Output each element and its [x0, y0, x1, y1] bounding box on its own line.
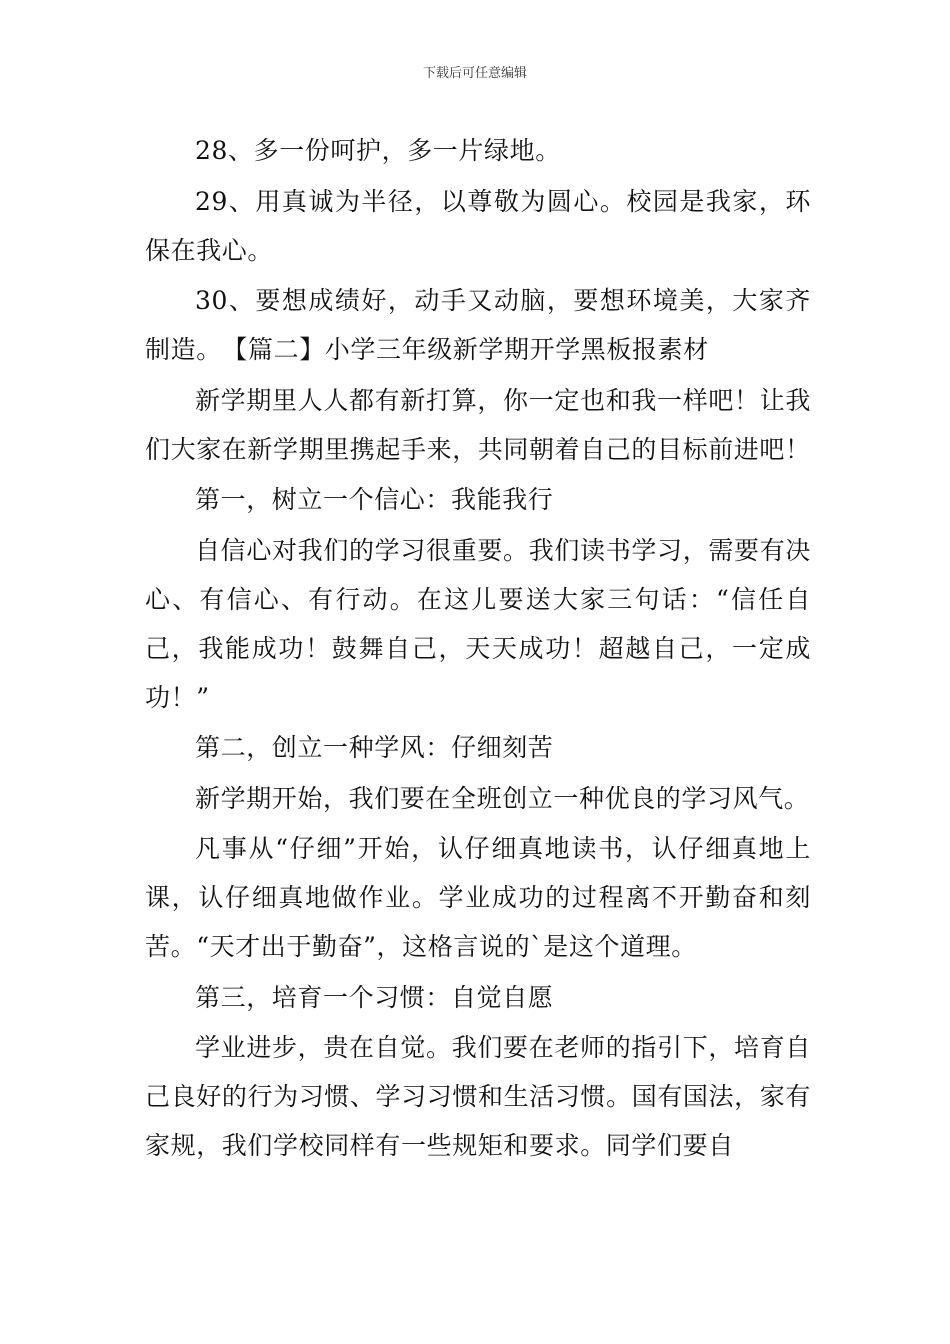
paragraph: 28、多一份呵护，多一片绿地。 — [195, 136, 561, 165]
page-header-note: 下载后可任意编辑 — [422, 66, 527, 81]
paragraph: 29、用真诚为半径，以尊敬为圆心。校园是我家，环保在我心。 — [145, 186, 811, 265]
paragraph: 新学期里人人都有新打算，你一定也和我一样吧！让我们大家在新学期里携起手来，共同朝着自己的目标前进吧！ — [145, 385, 811, 464]
document-body — [145, 126, 811, 1172]
section-heading: 第三，培育一个习惯：自觉自愿 — [195, 982, 554, 1012]
section-heading: 第二，创立一种学风：仔细刻苦 — [195, 733, 554, 762]
section-heading: 第一，树立一个信心：我能我行 — [195, 485, 554, 514]
paragraph: 学业进步，贵在自觉。我们要在老师的指引下，培育自己良好的行为习惯、学习习惯和生活习惯。国有国法，家有家规，我们学校同样有一些规矩和要求。同学们要自 — [145, 1033, 811, 1160]
paragraph: 凡事从“仔细”开始，认仔细真地读书，认仔细真地上课，认仔细真地做作业。学业成功的过程离不开勤奋和刻苦。“天才出于勤奋”，这格言说的`是这个道理。 — [145, 834, 811, 961]
paragraph: 自信心对我们的学习很重要。我们读书学习，需要有决心、有信心、有行动。在这儿要送大家三句话：“信任自己，我能成功！鼓舞自己，天天成功！超越自己，一定成功！” — [145, 535, 811, 712]
paragraph: 30、要想成绩好，动手又动脑，要想环境美，大家齐制造。 【篇二】小学三年级新学期开学黑板报素材 — [145, 286, 811, 364]
paragraph: 新学期开始，我们要在全班创立一种优良的学习风气。 — [195, 783, 810, 813]
